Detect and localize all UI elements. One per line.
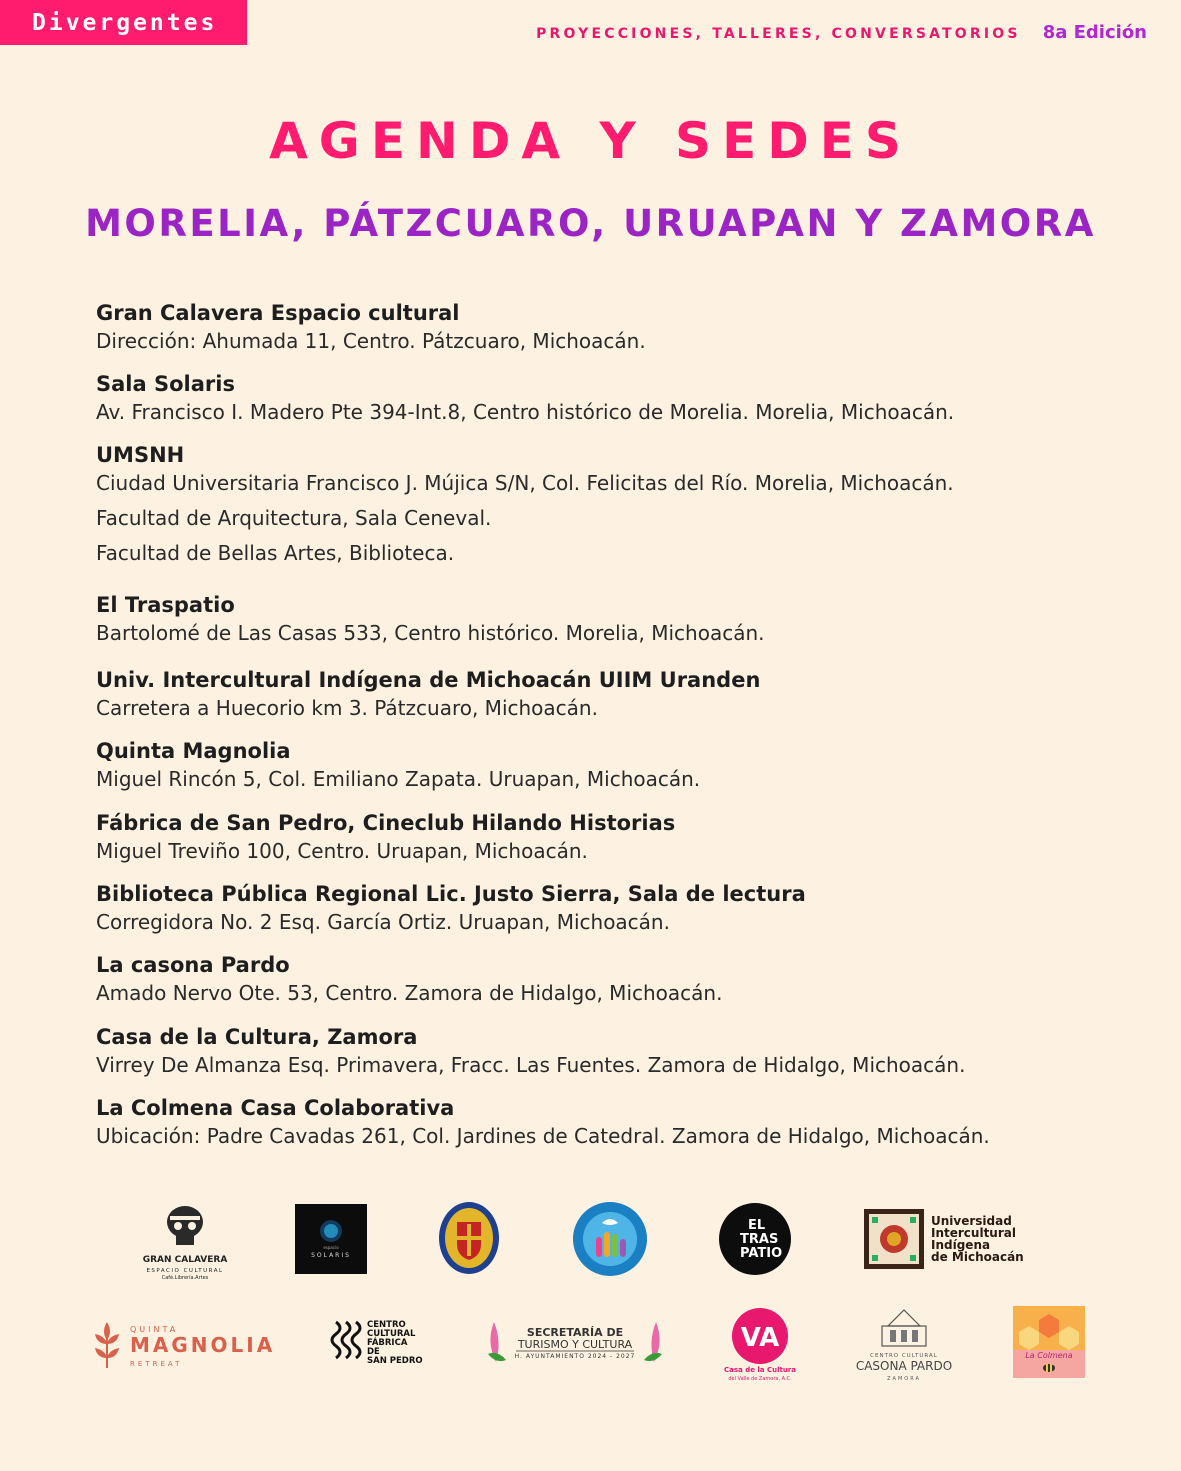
svg-text:CENTRO CULTURAL: CENTRO CULTURAL [870,1353,938,1359]
venue-address: Bartolomé de Las Casas 533, Centro histórico. Morelia, Michoacán. [96,621,765,645]
la-colmena-logo [1013,1306,1085,1378]
activities-label: PROYECCIONES, TALLERES, CONVERSATORIOS [536,26,1021,42]
venue-name: La Colmena Casa Colaborativa [96,1096,455,1120]
svg-text:ZAMORA: ZAMORA [887,1376,921,1382]
brand-tag: Divergentes [0,0,247,45]
svg-text:CENTRO: CENTRO [367,1320,406,1330]
venue-address: Ciudad Universitaria Francisco J. Mújica S/N, Col. Felicitas del Río. Morelia, Michoacán. [96,471,954,495]
venue-biblioteca [96,880,806,936]
svg-text:Intercultural: Intercultural [931,1226,1016,1240]
venue-umsnh [96,441,954,567]
venue-address: Ubicación: Padre Cavadas 261, Col. Jardines de Catedral. Zamora de Hidalgo, Michoacán. [96,1124,990,1148]
svg-text:EL: EL [748,1218,766,1233]
venue-sala-solaris [96,370,954,426]
venue-gran-calavera [96,299,646,355]
quinta-magnolia-logo [90,1318,280,1372]
venue-name: Biblioteca Pública Regional Lic. Justo Sierra, Sala de lectura [96,882,806,906]
svg-text:SECRETARÍA DE: SECRETARÍA DE [526,1326,624,1339]
svg-text:DE: DE [367,1347,380,1357]
svg-text:espacio: espacio [323,1245,339,1250]
casona-pardo-logo [852,1300,956,1384]
edition-label: 8a Edición [1042,22,1147,43]
svg-text:CULTURAL: CULTURAL [367,1329,416,1339]
venue-address: Amado Nervo Ote. 53, Centro. Zamora de Hidalgo, Michoacán. [96,981,723,1005]
svg-text:GRAN CALAVERA: GRAN CALAVERA [142,1255,228,1265]
uiim-logo [864,1209,1024,1271]
svg-text:Universidad: Universidad [931,1214,1012,1228]
svg-text:Casa de la Cultura: Casa de la Cultura [724,1366,796,1374]
venue-address: Carretera a Huecorio km 3. Pátzcuaro, Michoacán. [96,696,598,720]
venue-name: Quinta Magnolia [96,739,291,763]
venue-casa-cultura-zamora [96,1023,965,1079]
umsnh-seal-logo [436,1200,502,1276]
svg-text:RETREAT: RETREAT [130,1360,183,1368]
header-activities-bar [536,22,1147,43]
venue-address: Facultad de Bellas Artes, Biblioteca. [96,541,455,565]
svg-text:Café.Librería.Artes: Café.Librería.Artes [161,1275,209,1281]
coordinacion-cultura-paz-logo [570,1201,650,1278]
venue-address: Dirección: Ahumada 11, Centro. Pátzcuaro, Michoacán. [96,329,646,353]
svg-text:del Valle de Zamora, A.C.: del Valle de Zamora, A.C. [728,1376,792,1382]
svg-text:SOLARIS: SOLARIS [311,1252,351,1259]
gran-calavera-logo [140,1202,230,1282]
venue-name: La casona Pardo [96,953,290,977]
venue-fabrica-san-pedro [96,809,675,865]
venue-address: Corregidora No. 2 Esq. García Ortiz. Uruapan, Michoacán. [96,910,670,934]
secretaria-turismo-logo [484,1316,666,1368]
venue-address: Virrey De Almanza Esq. Primavera, Fracc. Las Fuentes. Zamora de Hidalgo, Michoacán. [96,1053,966,1077]
venue-casona-pardo [96,951,722,1007]
venue-quinta-magnolia [96,737,700,793]
venue-uiim [96,666,760,722]
svg-text:de Michoacán: de Michoacán [931,1250,1024,1264]
venue-name: Sala Solaris [96,372,235,396]
svg-text:La Colmena: La Colmena [1025,1351,1073,1360]
venue-name: Gran Calavera Espacio cultural [96,301,460,325]
venue-address: Miguel Treviño 100, Centro. Uruapan, Michoacán. [96,839,588,863]
casa-cultura-zamora-logo [722,1306,798,1382]
svg-text:PATIO: PATIO [740,1246,783,1261]
fabrica-san-pedro-logo [330,1318,430,1368]
svg-text:TURISMO Y CULTURA: TURISMO Y CULTURA [517,1338,633,1351]
page-subtitle: MORELIA, PÁTZCUARO, URUAPAN Y ZAMORA [85,202,1096,245]
solaris-logo [295,1204,367,1274]
venue-el-traspatio [96,591,765,647]
venue-name: El Traspatio [96,593,235,617]
el-traspatio-logo [718,1202,792,1276]
svg-text:MAGNOLIA: MAGNOLIA [130,1333,276,1357]
svg-text:SAN PEDRO: SAN PEDRO [367,1356,423,1366]
venue-name: Univ. Intercultural Indígena de Michoacán UIIM Uranden [96,668,761,692]
page-title: AGENDA Y SEDES [269,112,912,170]
venue-name: Casa de la Cultura, Zamora [96,1025,418,1049]
svg-text:ESPACIO CULTURAL: ESPACIO CULTURAL [146,1268,224,1274]
venue-address: Miguel Rincón 5, Col. Emiliano Zapata. Uruapan, Michoacán. [96,767,701,791]
svg-text:VA: VA [740,1323,780,1353]
svg-text:CASONA PARDO: CASONA PARDO [855,1359,953,1373]
svg-text:QUINTA: QUINTA [130,1325,179,1334]
venue-address: Av. Francisco I. Madero Pte 394-Int.8, Centro histórico de Morelia. Morelia, Michoacán. [96,400,955,424]
venue-address: Facultad de Arquitectura, Sala Ceneval. [96,506,492,530]
venue-name: UMSNH [96,443,185,467]
venue-name: Fábrica de San Pedro, Cineclub Hilando Historias [96,811,676,835]
svg-text:H. AYUNTAMIENTO 2024 - 2027: H. AYUNTAMIENTO 2024 - 2027 [514,1353,636,1360]
venue-la-colmena [96,1094,990,1150]
svg-text:FÁBRICA: FÁBRICA [367,1338,408,1348]
svg-text:TRAS: TRAS [740,1232,779,1247]
svg-text:Indígena: Indígena [931,1238,991,1252]
